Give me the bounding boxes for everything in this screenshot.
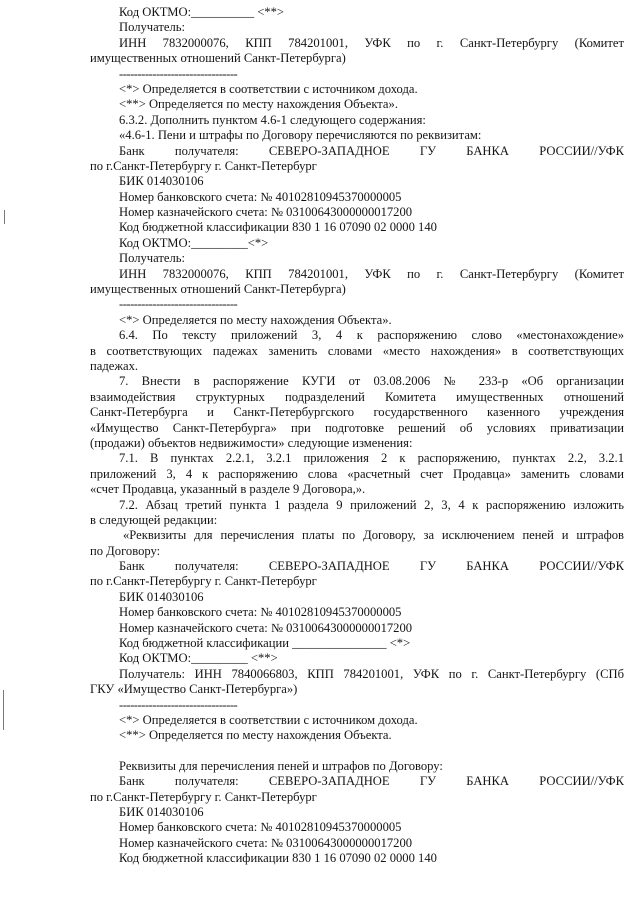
text-line: «4.6-1. Пени и штрафы по Договору перечисляются по реквизитам: [119,128,482,143]
text-line: Номер казначейского счета: № 03100643000000017200 [119,835,413,850]
text-line: Код бюджетной классификации _______________ <*> [119,636,411,651]
text-line: приложений 3, 4 к распоряжению слова «расчетный счет Продавца» заменить словами [90,466,624,481]
text-line: БИК 014030106 [119,804,204,819]
footnote-line: <**> Определяется по месту нахождения Объекта». [119,97,398,112]
scan-margin-mark [4,210,5,224]
text-line: 7.2. Абзац третий пункта 1 раздела 9 приложений 2, 3, 4 к распоряжению изложить [119,497,624,512]
separator-line: -------------------------------- [119,66,238,81]
separator-line: -------------------------------- [119,697,238,712]
text-line: по г.Санкт-Петербургу г. Санкт-Петербург [90,158,317,173]
text-line: имущественных отношений Санкт-Петербурга) [90,282,346,297]
text-line: по Договору: [90,543,161,558]
text-line: «счет Продавца, указанный в разделе 9 Договора,». [90,482,366,497]
scan-margin-mark [3,690,4,730]
text-line: 7. Внести в распоряжение КУГИ от 03.08.2006 № 233-р «Об организации [119,374,624,389]
text-line: 7.1. В пунктах 2.2.1, 3.2.1 приложения 2 к распоряжению, пунктах 2.2, 3.2.1 [119,451,624,466]
text-line: Номер казначейского счета: № 03100643000000017200 [119,620,413,635]
text-line: (продажи) объектов недвижимости» следующие изменения: [90,435,413,450]
text-line: Номер банковского счета: № 40102810945370000005 [119,820,402,835]
text-line: Банк получателя: СЕВЕРО-ЗАПАДНОЕ ГУ БАНКА РОССИИ//УФК [119,774,624,789]
text-line: 6.3.2. Дополнить пунктом 4.6-1 следующего содержания: [119,112,426,127]
footnote-line: <*> Определяется в соответствии с источником дохода. [119,81,418,96]
text-line: Санкт-Петербурга и Санкт-Петербургского государственного казенного учреждения [90,405,624,420]
footnote-line: <*> Определяется по месту нахождения Объекта». [119,312,392,327]
text-line: «Реквизиты для перечисления платы по Договору, за исключением пеней и штрафов [123,528,624,543]
footnote-line: <*> Определяется в соответствии с источником дохода. [119,712,418,727]
text-line: 6.4. По тексту приложений 3, 4 к распоряжению слово «местонахождение» [119,328,624,343]
text-line: Номер казначейского счета: № 03100643000000017200 [119,205,413,220]
text-line: Получатель: [119,251,186,266]
paragraph-gap [90,744,624,759]
text-line: Получатель: ИНН 7840066803, КПП 784201001, УФК по г. Санкт-Петербургу (СПб [119,666,624,681]
text-line: имущественных отношений Санкт-Петербурга) [90,51,346,66]
text-line: Код бюджетной классификации 830 1 16 07090 02 0000 140 [119,851,437,866]
text-line: Реквизиты для перечисления пеней и штрафов по Договору: [119,758,443,773]
text-line: в соответствующих падежах заменить словами «место нахождения» в соответствующих [90,343,624,358]
text-line: БИК 014030106 [119,589,204,604]
text-line: Банк получателя: СЕВЕРО-ЗАПАДНОЕ ГУ БАНКА РОССИИ//УФК [119,559,624,574]
text-line: Код бюджетной классификации 830 1 16 07090 02 0000 140 [119,220,437,235]
text-line: падежах. [90,358,139,373]
text-line: по г.Санкт-Петербургу г. Санкт-Петербург [90,789,317,804]
footnote-line: <**> Определяется по месту нахождения Объекта. [119,728,392,743]
text-line: Получатель: [119,20,186,35]
text-line: ИНН 7832000076, КПП 784201001, УФК по г. Санкт-Петербургу (Комитет [119,266,624,281]
text-line: «Имущество Санкт-Петербурга» при подготовке решений об условиях приватизации [90,420,624,435]
text-line: взаимодействия структурных подразделений Комитета имущественных отношений [90,389,624,404]
text-line: ИНН 7832000076, КПП 784201001, УФК по г. Санкт-Петербургу (Комитет [119,35,624,50]
text-line: Номер банковского счета: № 40102810945370000005 [119,189,402,204]
text-line: БИК 014030106 [119,174,204,189]
text-line: по г.Санкт-Петербургу г. Санкт-Петербург [90,574,317,589]
text-line: Код ОКТМО:__________ <**> [119,5,284,19]
text-line: в следующей редакции: [90,512,218,527]
text-line: Номер банковского счета: № 40102810945370000005 [119,605,402,620]
text-line: Код ОКТМО:_________<*> [119,235,269,250]
separator-line: -------------------------------- [119,297,238,312]
text-line: Банк получателя: СЕВЕРО-ЗАПАДНОЕ ГУ БАНКА РОССИИ//УФК [119,143,624,158]
document-body [90,5,624,866]
text-line: ГКУ «Имущество Санкт-Петербурга») [90,682,298,697]
text-line: Код ОКТМО:_________ <**> [119,651,278,666]
